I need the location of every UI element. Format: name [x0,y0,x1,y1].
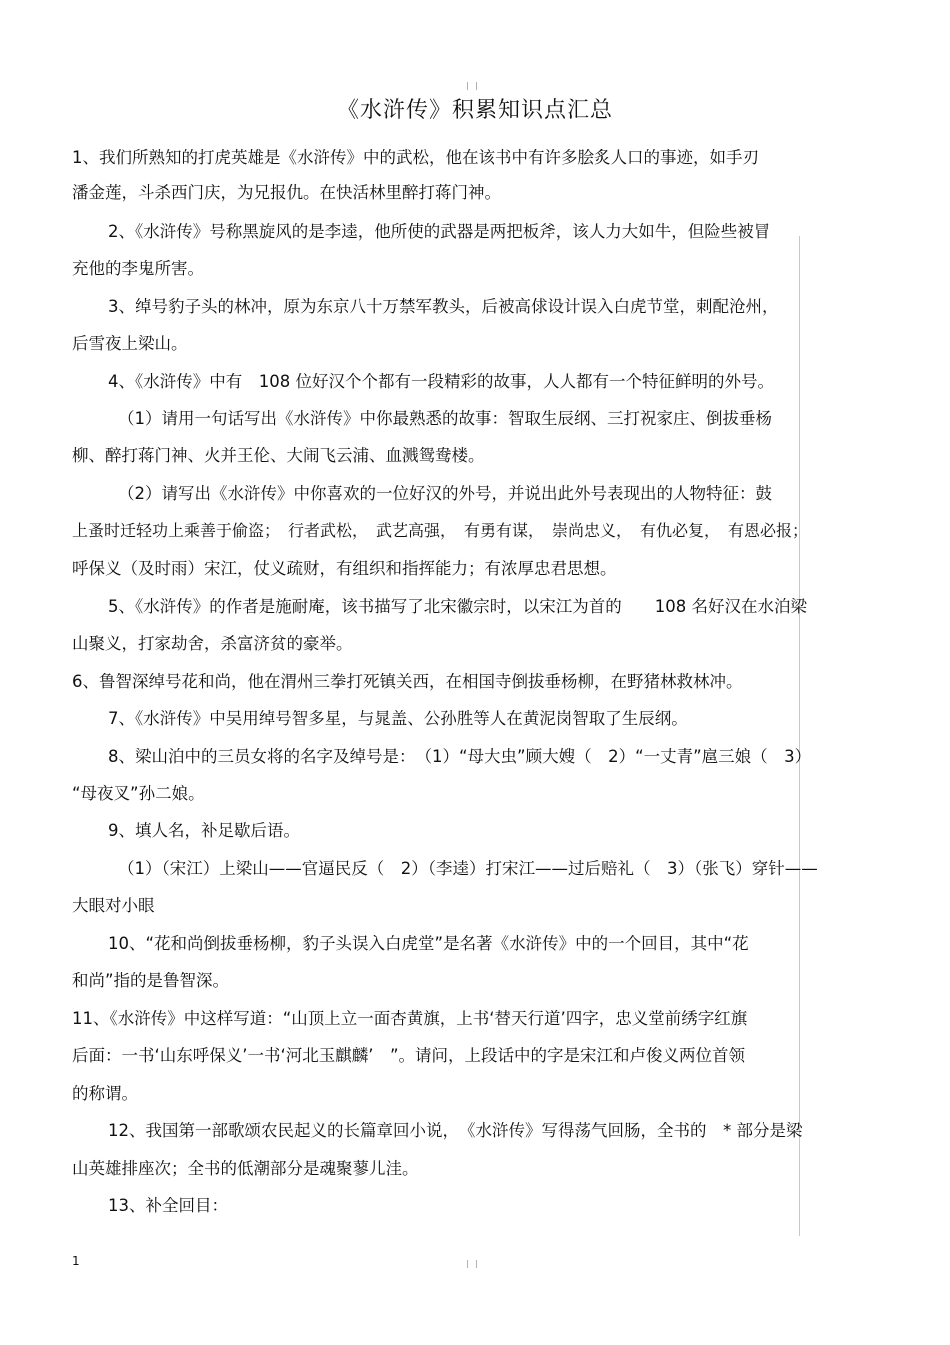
text-line: 7、《水浒传》中吴用绰号智多星，与晁盖、公孙胜等人在黄泥岗智取了生辰纲。 [108,709,688,728]
text-line: 柳、醉打蒋门神、火并王伦、大闹飞云浦、血溅鸳鸯楼。 [72,446,485,465]
document-title: 《水浒传》积累知识点汇总 [336,98,613,123]
bottom-margin-mark [476,1260,477,1268]
text-line: 6、鲁智深绰号花和尚，他在渭州三拳打死镇关西，在相国寺倒拔垂杨柳，在野猪林救林冲。 [72,672,743,691]
text-line: 10、“花和尚倒拔垂杨柳，豹子头误入白虎堂”是名著《水浒传》中的一个回目，其中“花 [108,934,749,953]
text-line: 山聚义，打家劫舍，杀富济贫的豪举。 [72,634,353,653]
text-line: 呼保义（及时雨）宋江，仗义疏财，有组织和指挥能力；有浓厚忠君思想。 [72,559,617,578]
text-line: 上蚤时迁轻功上乘善于偷盗； 行者武松， 武艺高强， 有勇有谋， 崇尚忠义， 有仇必复， 有恩必报； [72,521,809,540]
text-line: 和尚”指的是鲁智深。 [72,971,230,990]
text-line: 12、我国第一部歌颂农民起义的长篇章回小说， 《水浒传》写得荡气回肠，全书的 * 部分是梁 [108,1121,803,1140]
page-number: 1 [72,1254,80,1268]
text-line: 山英雄排座次；全书的低潮部分是魂聚蓼儿洼。 [72,1159,419,1178]
column-guide-line [799,236,800,1236]
text-line: 8、梁山泊中的三员女将的名字及绰号是： （1）“母大虫”顾大嫂（ 2）“一丈青”扈三娘（ 3） [108,747,812,766]
text-line: “母夜叉”孙二娘。 [72,784,205,803]
text-line: 潘金莲，斗杀西门庆，为兄报仇。在快活林里醉打蒋门神。 [72,183,501,202]
text-line: 1、我们所熟知的打虎英雄是《水浒传》中的武松，他在该书中有许多脍炙人口的事迹，如手刃 [72,148,759,167]
text-line: 大眼对小眼 [72,896,155,915]
text-line: 2、《水浒传》号称黑旋风的是李逵，他所使的武器是两把板斧，该人力大如牛，但险些被冒 [108,222,771,241]
text-line: 后雪夜上梁山。 [72,334,188,353]
text-line: 13、补全回目： [108,1196,228,1215]
top-margin-mark [476,82,477,90]
top-margin-mark [467,82,468,90]
text-line: 9、填人名，补足歇后语。 [108,821,300,840]
text-line: （2）请写出《水浒传》中你喜欢的一位好汉的外号，并说出此外号表现出的人物特征：鼓 [118,484,772,503]
text-line: 5、《水浒传》的作者是施耐庵，该书描写了北宋徽宗时，以宋江为首的 108 名好汉在水泊梁 [108,597,807,616]
text-line: 4、《水浒传》中有 108 位好汉个个都有一段精彩的故事，人人都有一个特征鲜明的外号。 [108,372,774,391]
text-line: （1）请用一句话写出《水浒传》中你最熟悉的故事：智取生辰纲、三打祝家庄、倒拔垂杨 [118,409,772,428]
bottom-margin-mark [467,1260,468,1268]
text-line: 的称谓。 [72,1084,138,1103]
text-line: 11、《水浒传》中这样写道：“山顶上立一面杏黄旗，上书‘替天行道’四字，忠义堂前绣字红旗 [72,1009,748,1028]
text-line: 后面：一书‘山东呼保义’一书‘河北玉麒麟’ ”。请问，上段话中的字是宋江和卢俊义两位首领 [72,1046,746,1065]
text-line: 3、绰号豹子头的林冲，原为东京八十万禁军教头，后被高俅设计误入白虎节堂，刺配沧州， [108,297,779,316]
text-line: 充他的李鬼所害。 [72,259,204,278]
text-line: （1）（宋江）上梁山——官逼民反（ 2）（李逵）打宋江——过后赔礼（ 3）（张飞）穿针—— [118,859,818,878]
